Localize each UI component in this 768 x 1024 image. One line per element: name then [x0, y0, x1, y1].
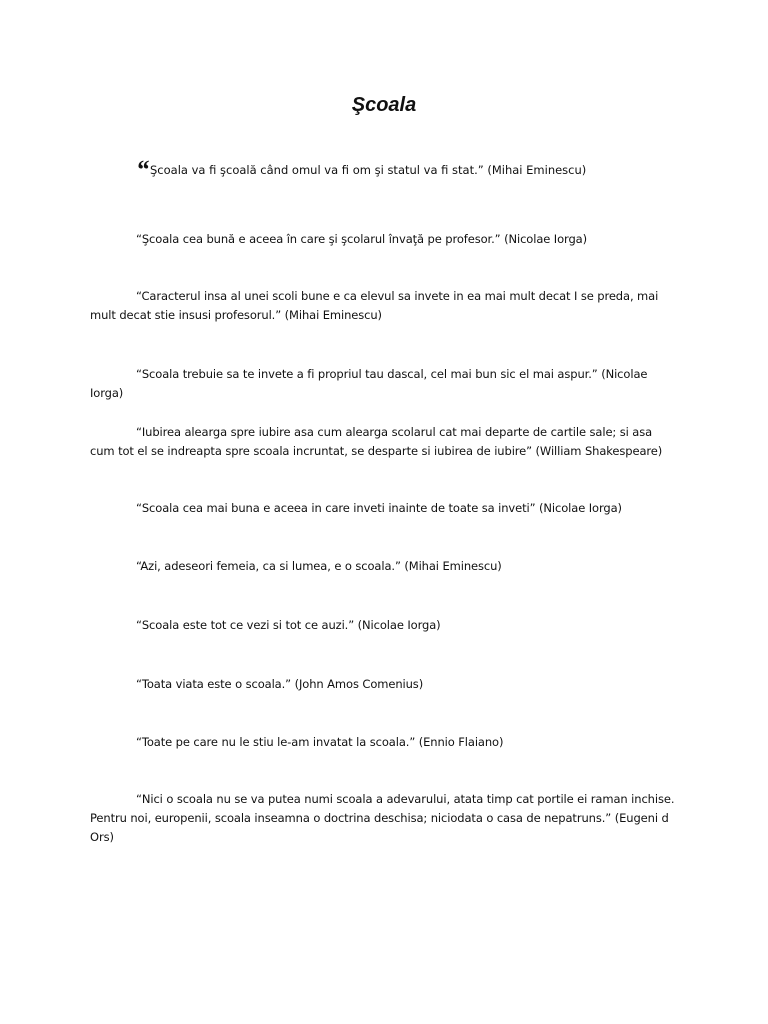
quote-paragraph-7: “Azi, adeseori femeia, ca si lumea, e o scoala.” (Mihai Eminescu) [136, 559, 502, 573]
quote-text-1: Şcoala va fi şcoală când omul va fi om şi statul va fi stat.” (Mihai Eminescu) [150, 163, 587, 177]
quote-paragraph-4: “Scoala trebuie sa te invete a fi propriul tau dascal, cel mai bun sic el mai aspur.” (Nicolae Iorga) [90, 367, 648, 400]
quote-paragraph-5: “Iubirea alearga spre iubire asa cum alearga scolarul cat mai departe de cartile sale; si asa cum tot el se indreapta spre scoala incruntat, se desparte si iubirea de iubire” (William Shakespeare) [90, 425, 663, 458]
quote-paragraph-3: “Caracterul insa al unei scoli bune e ca elevul sa invete in ea mai mult decat I se preda, mai mult decat stie insusi profesorul.” (Mihai Eminescu) [90, 289, 659, 322]
quote-paragraph-6: “Scoala cea mai buna e aceea in care inveti inainte de toate sa inveti” (Nicolae Iorga) [136, 501, 622, 515]
quote-paragraph-2: “Şcoala cea bună e aceea în care şi şcolarul învaţă pe profesor.” (Nicolae Iorga) [136, 232, 587, 246]
quote-paragraph-8: “Scoala este tot ce vezi si tot ce auzi.” (Nicolae Iorga) [136, 618, 441, 632]
quote-paragraph-1 [136, 155, 696, 184]
quote-paragraph-9: “Toata viata este o scoala.” (John Amos Comenius) [136, 677, 424, 691]
quote-paragraph-10: “Toate pe care nu le stiu le-am invatat la scoala.” (Ennio Flaiano) [136, 735, 504, 749]
opening-quote-mark: “ [136, 155, 149, 184]
quote-paragraph-11: “Nici o scoala nu se va putea numi scoala a adevarului, atata timp cat portile ei raman inchise. Pentru noi, europenii, scoala inseamna o doctrina deschisa; niciodata o casa de nepatruns.” (Eugeni d Ors) [90, 792, 675, 844]
page-title: Şcoala [351, 94, 417, 116]
